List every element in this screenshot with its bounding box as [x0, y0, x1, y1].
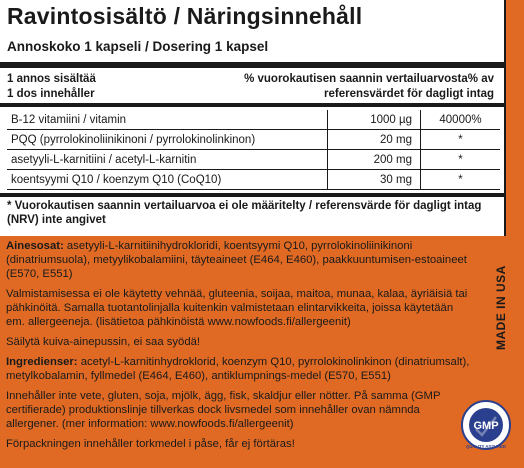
ingredients-block: [6, 239, 472, 457]
table-bottom-divider: [0, 193, 504, 197]
made-in-usa-label: MADE IN USA: [494, 265, 508, 350]
table-row: [7, 170, 500, 190]
allergen-notice-sv: Innehåller inte vete, gluten, soja, mjölk, ägg, fisk, skaldjur eller nötter. På samma (GMP certifierade) produktionslinje tillverkas dock livsmedel som innehåller ovan nämnda allergener. (mer information: www.nowfoods.fi/allergeenit): [6, 390, 441, 430]
nutrient-nrv: *: [421, 150, 501, 170]
nutrient-name: koentsyymi Q10 / koenzym Q10 (CoQ10): [7, 170, 328, 190]
storage-warning-sv: Förpackningen innehåller torkmedel i påse, får ej förtäras!: [6, 438, 295, 450]
nutrient-table: [7, 110, 500, 190]
ingredients-sv-label: Ingredienser:: [6, 356, 78, 368]
nutrition-panel: [0, 0, 506, 236]
nutrient-amount: 30 mg: [328, 170, 421, 190]
storage-warning-fi: Säilytä kuiva-ainepussin, ei saa syödä!: [6, 336, 201, 348]
nutrient-nrv: *: [421, 130, 501, 150]
serving-size: Annoskoko 1 kapseli / Dosering 1 kapsel: [7, 39, 269, 54]
nutrient-amount: 1000 µg: [328, 110, 421, 130]
nutrient-nrv: *: [421, 170, 501, 190]
per-serving-header-sv: 1 dos innehåller: [7, 88, 95, 100]
nutrient-name: B-12 vitamiini / vitamin: [7, 110, 328, 130]
nrv-header: [194, 72, 494, 102]
header-divider: [0, 103, 504, 107]
ingredients-fi-label: Ainesosat:: [6, 240, 64, 252]
allergen-notice-fi: Valmistamisessa ei ole käytetty vehnää, gluteenia, soijaa, maitoa, munaa, kalaa, äyriäisiä tai pähkinöitä. Samalla tuotantolinjalla kuitenkin valmistetaan elintarvikkeita, joissa käytetään em. allergeeneja. (lisätietoa pähkinöistä www.nowfoods.fi/allergeenit): [6, 288, 468, 328]
panel-title: Ravintosisältö / Näringsinnehåll: [7, 3, 363, 29]
table-row: [7, 130, 500, 150]
gmp-badge-text: GMP: [473, 420, 499, 432]
nrv-header-fi: % vuorokautisen saannin vertailuarvosta% av: [244, 73, 494, 85]
ingredients-fi: [6, 239, 472, 281]
ingredients-sv: [6, 355, 472, 383]
nutrient-name: asetyyli-L-karnitiini / acetyl-L-karnitin: [7, 150, 328, 170]
per-serving-header-fi: 1 annos sisältää: [7, 73, 96, 85]
gmp-badge-ring-text: QUALITY ASSURED: [466, 444, 506, 449]
nrv-header-sv: referensvärdet för dagligt intag: [324, 88, 494, 100]
nutrient-name: PQQ (pyrrolokinoliinikinoni / pyrrolokinolinkinon): [7, 130, 328, 150]
ingredients-sv-text: acetyl-L-karnitinhydroklorid, koenzym Q10, pyrrolokinolinkinon (dinatriumsalt), metylkobalamin, fyllmedel (E464, E460), antiklumpnings-medel (E570, E551): [6, 356, 470, 382]
gmp-quality-badge: [460, 399, 512, 453]
nutrient-amount: 200 mg: [328, 150, 421, 170]
nrv-footnote: * Vuorokautisen saannin vertailuarvoa ei ole määritelty / referensvärde för dagligt intag (NRV) inte angivet: [7, 200, 482, 226]
ingredients-fi-text: asetyyli-L-karnitiinihydrokloridi, koentsyymi Q10, pyrrolokinoliinikinoni (dinatriumsuola), metyylikobalamiini, täyteaineet (E464, E460), paakkuuntumisen-estoaineet (E570, E551): [6, 240, 467, 280]
nutrient-nrv: 40000%: [421, 110, 501, 130]
table-row: [7, 110, 500, 130]
nutrient-amount: 20 mg: [328, 130, 421, 150]
table-row: [7, 150, 500, 170]
thick-divider: [0, 62, 504, 68]
per-serving-header: [7, 72, 187, 102]
